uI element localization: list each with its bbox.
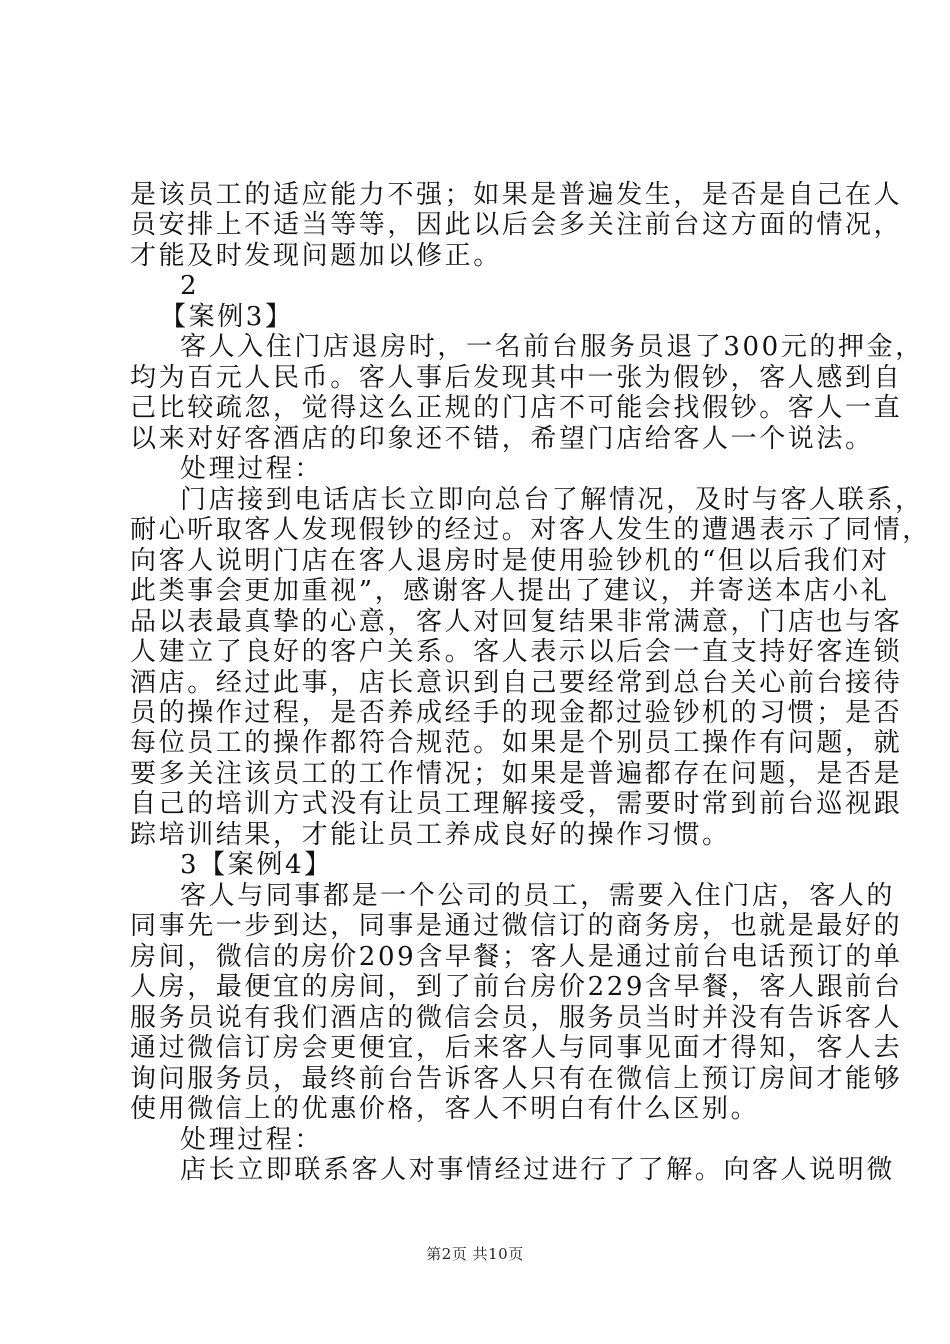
text-line: 房间，微信的房价209含早餐；客人是通过前台电话预订的单 (130, 942, 903, 972)
text-line: 人建立了良好的客户关系。客人表示以后会一直支持好客连锁 (130, 637, 903, 667)
text-line: 均为百元人民币。客人事后发现其中一张为假钞，客人感到自 (130, 363, 903, 393)
text-line: 员的操作过程，是否养成经手的现金都过验钞机的习惯；是否 (130, 698, 903, 728)
text-line: 通过微信订房会更便宜，后来客人与同事见面才得知，客人去 (130, 1033, 903, 1063)
section-label: 处理过程： (180, 454, 324, 484)
text-line: 以来对好客酒店的印象还不错，希望门店给客人一个说法。 (130, 424, 874, 454)
text-line: 门店接到电话店长立即向总台了解情况，及时与客人联系， (180, 485, 924, 515)
text-line: 使用微信上的优惠价格，客人不明白有什么区别。 (130, 1094, 760, 1124)
page-footer: 第2页 共10页 (426, 1245, 524, 1263)
section-label: 处理过程： (180, 1125, 324, 1155)
text-line: 询问服务员，最终前台告诉客人只有在微信上预订房间才能够 (130, 1064, 903, 1094)
text-line: 是该员工的适应能力不强；如果是普遍发生，是否是自己在人 (130, 180, 903, 210)
text-line: 人房，最便宜的房间，到了前台房价229含早餐，客人跟前台 (130, 972, 903, 1002)
case-heading: 3【案例4】 (180, 850, 333, 880)
text-line: 服务员说有我们酒店的微信会员，服务员当时并没有告诉客人 (130, 1003, 903, 1033)
text-line: 才能及时发现问题加以修正。 (130, 241, 502, 271)
text-line: 酒店。经过此事，店长意识到自己要经常到总台关心前台接待 (130, 668, 903, 698)
text-line: 要多关注该员工的工作情况；如果是普遍都存在问题，是否是 (130, 759, 903, 789)
case-heading: 【案例3】 (160, 302, 294, 332)
text-line: 此类事会更加重视”，感谢客人提出了建议，并寄送本店小礼 (130, 576, 890, 606)
text-line: 同事先一步到达，同事是通过微信订的商务房，也就是最好的 (130, 911, 903, 941)
text-line: 耐心听取客人发现假钞的经过。对客人发生的遭遇表示了同情， (130, 515, 931, 545)
text-line: 店长立即联系客人对事情经过进行了了解。向客人说明微 (180, 1155, 896, 1185)
text-line: 己比较疏忽，觉得这么正规的门店不可能会找假钞。客人一直 (130, 393, 903, 423)
text-line: 向客人说明门店在客人退房时是使用验钞机的“但以后我们对 (130, 546, 890, 576)
text-line: 客人入住门店退房时，一名前台服务员退了300元的押金， (180, 332, 924, 362)
text-line: 2 (180, 271, 200, 301)
text-line: 客人与同事都是一个公司的员工，需要入住门店，客人的 (180, 881, 896, 911)
text-line: 品以表最真挚的心意，客人对回复结果非常满意，门店也与客 (130, 607, 903, 637)
text-line: 自己的培训方式没有让员工理解接受，需要时常到前台巡视跟 (130, 789, 903, 819)
text-line: 每位员工的操作都符合规范。如果是个别员工操作有问题，就 (130, 728, 903, 758)
text-line: 踪培训结果，才能让员工养成良好的操作习惯。 (130, 820, 731, 850)
text-line: 员安排上不适当等等，因此以后会多关注前台这方面的情况， (130, 210, 903, 240)
